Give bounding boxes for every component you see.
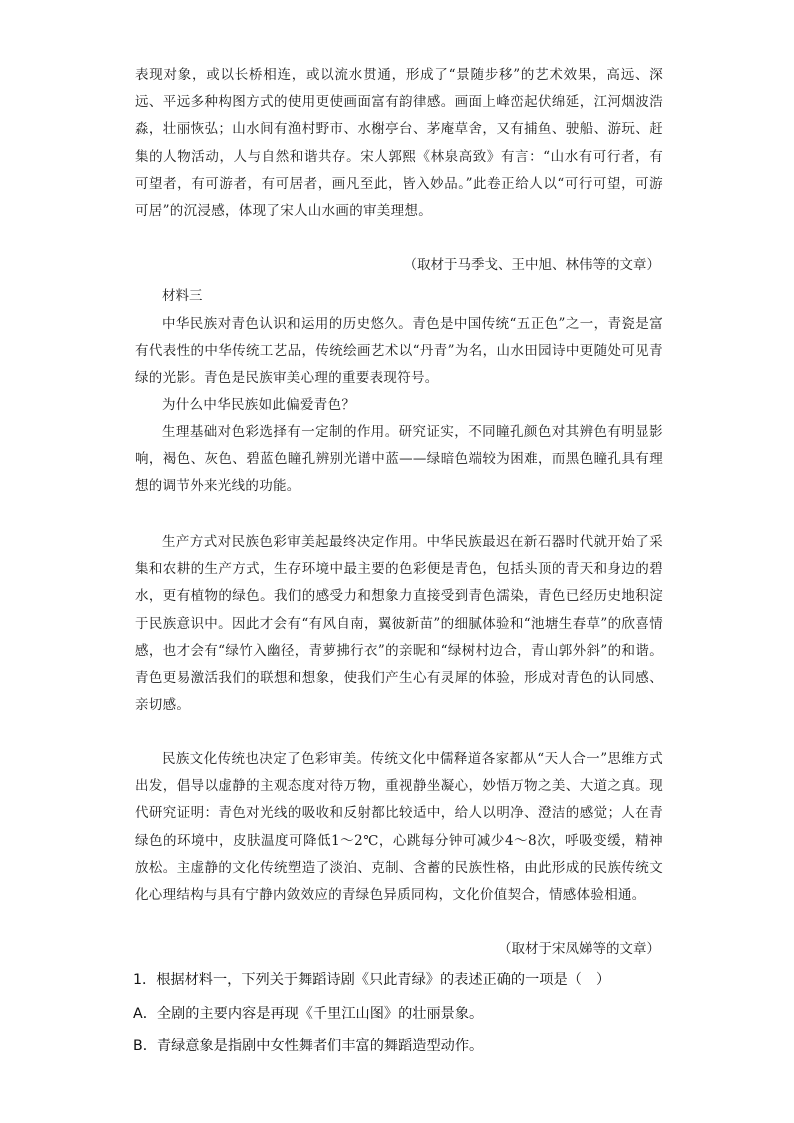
material-three-label: 材料三	[162, 288, 203, 304]
source-note-1: （取材于马季戈、王中旭、林伟等的文章）	[403, 257, 660, 273]
paragraph-qingse-history: 中华民族对青色认识和运用的历史悠久。青色是中国传统“五正色”之一，青瓷是富有代表性的中华传统工艺品，传统绘画艺术以“丹青”为名，山水田园诗中更随处可见青绿的光影。青色是民族审美心理的重要表现符号。	[135, 316, 663, 387]
source-note-2: （取材于宋凤娣等的文章）	[498, 941, 660, 957]
question-stem: 1．根据材料一，下列关于舞蹈诗剧《只此青绿》的表述正确的一项是（ ）	[133, 972, 611, 988]
option-a: A．全剧的主要内容是再现《千里江山图》的壮丽景象。	[133, 1006, 484, 1022]
paragraph-physiology: 生理基础对色彩选择有一定制的作用。研究证实，不同瞳孔颜色对其辨色有明显影响，褐色、灰色、碧蓝色瞳孔辨别光谱中蓝——绿暗色端较为困难，而黑色瞳孔具有理想的调节外来光线的功能。	[135, 424, 663, 495]
paragraph-continuation: 表现对象，或以长桥相连，或以流水贯通，形成了“景随步移”的艺术效果，高远、深远、平远多种构图方式的使用更使画面富有韵律感。画面上峰峦起伏绵延，江河烟波浩淼，壮丽恢弘；山水间有渔村野市、水榭亭台、茅庵草舍，又有捕鱼、驶船、游玩、赶集的人物活动，人与自然和谐共存。宋人郭熙《林泉高致》有言：“山水有可行者，有可望者，有可游者，有可居者，画凡至此，皆入妙品。”此卷正给人以“可行可望，可游可居”的沉浸感，体现了宋人山水画的审美理想。	[135, 67, 663, 220]
paragraph-question: 为什么中华民族如此偏爱青色？	[162, 397, 356, 413]
paragraph-culture: 民族文化传统也决定了色彩审美。传统文化中儒释道各家都从“天人合一”思维方式出发，倡导以虚静的主观态度对待万物，重视静坐凝心，妙悟万物之美、大道之真。现代研究证明：青色对光线的吸收和反射都比较适中，给人以明净、澄洁的感觉；人在青绿色的环境中，皮肤温度可降低1～2℃，心跳每分钟可减少4～8次，呼吸变缓，精神放松。主虚静的文化传统塑造了淡泊、克制、含蓄的民族性格，由此形成的民族传统文化心理结构与具有宁静内敛效应的青绿色异质同构，文化价值契合，情感体验相通。	[135, 751, 663, 904]
option-b: B．青绿意象是指剧中女性舞者们丰富的舞蹈造型动作。	[133, 1038, 484, 1054]
paragraph-production: 生产方式对民族色彩审美起最终决定作用。中华民族最迟在新石器时代就开始了采集和农耕的生产方式，生存环境中最主要的色彩便是青色，包括头顶的青天和身边的碧水，更有植物的绿色。我们的感受力和想象力直接受到青色濡染，青色已经历史地积淀于民族意识中。因此才会有“有风自南，翼彼新苗”的细腻体验和“池塘生春草”的欣喜情感，也才会有“绿竹入幽径，青萝拂行衣”的亲昵和“绿树村边合，青山郭外斜”的和谐。青色更易激活我们的联想和想象，使我们产生心有灵犀的体验，形成对青色的认同感、亲切感。	[135, 534, 663, 714]
